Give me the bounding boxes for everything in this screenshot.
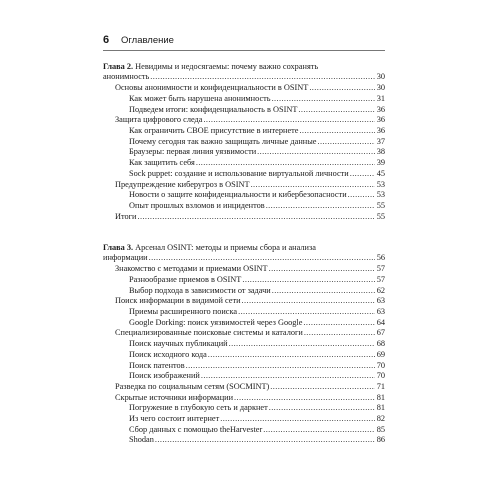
entry-title: Сбор данных с помощью theHarvester [129, 424, 263, 434]
entry-title: Разнообразие приемов в OSINT [129, 274, 242, 284]
chapter-title-line1: Невидимы и недосягаемы: почему важно сохранять [133, 62, 319, 71]
leader-dots [270, 382, 374, 392]
entry-page: 67 [376, 328, 385, 338]
leader-dots [263, 425, 374, 435]
leader-dots [208, 350, 375, 360]
leader-dots [299, 126, 374, 136]
toc-section [115, 180, 385, 190]
entry-page: 39 [376, 158, 385, 168]
leader-dots [304, 328, 375, 338]
toc-subsection [129, 350, 385, 360]
chapter-title-row [103, 72, 385, 82]
leader-dots [266, 201, 375, 211]
entry-page: 37 [376, 136, 385, 146]
leader-dots [155, 435, 375, 445]
toc-subsection [129, 94, 385, 104]
toc-section [115, 264, 385, 274]
entry-title: Поиск изображений [129, 371, 200, 381]
entry-title: Скрытые источники информации [115, 392, 234, 402]
leader-dots [238, 307, 375, 317]
entry-title: Выбор подхода в зависимости от задачи [129, 285, 271, 295]
entry-page: 45 [376, 168, 385, 178]
entry-title: Специализированные поисковые системы и каталоги [115, 328, 303, 338]
entry-page: 68 [376, 339, 385, 349]
toc-subsection [129, 169, 385, 179]
entry-page: 71 [376, 381, 385, 391]
entry-page: 53 [376, 190, 385, 200]
entry-page: 64 [376, 317, 385, 327]
toc-subsection [129, 435, 385, 445]
page-number: 6 [103, 34, 110, 46]
toc-subsection [129, 403, 385, 413]
entry-title: Основы анонимности и конфиденциальности в OSINT [115, 83, 309, 93]
entry-title: Защита цифрового следа [115, 115, 203, 125]
leader-dots [186, 361, 375, 371]
entry-title: Подведем итоги: конфиденциальность в OSINT [129, 104, 298, 114]
entry-title: Итоги [115, 211, 137, 221]
entry-page: 81 [376, 403, 385, 413]
toc-section [115, 83, 385, 93]
entry-page: 62 [376, 285, 385, 295]
entry-title: Поиск исходного кода [129, 349, 207, 359]
entry-title: Опыт прошлых взломов и инцидентов [129, 200, 265, 210]
toc-subsection [129, 275, 385, 285]
leader-dots [303, 318, 374, 328]
entry-page: 86 [376, 435, 385, 445]
entry-page: 82 [376, 414, 385, 423]
entry-title: Приемы расширенного поиска [129, 307, 238, 316]
entry-page: 55 [376, 211, 385, 221]
toc-section [115, 382, 385, 392]
toc-subsection [129, 414, 385, 424]
chapter-title-line2: информации [103, 252, 148, 262]
leader-dots [269, 264, 375, 274]
chapter-title-line2: анонимность [103, 71, 150, 81]
entry-title: Из чего состоит интернет [129, 414, 220, 423]
entry-title: Предупреждение киберугроз в OSINT [115, 179, 250, 189]
toc-subsection [129, 201, 385, 211]
leader-dots [234, 393, 375, 403]
chapter-label: Глава 3. [103, 243, 134, 252]
leader-dots [251, 180, 375, 190]
chapter-title-row [103, 253, 385, 263]
toc-subsection [129, 158, 385, 168]
entry-title: Браузеры: первая линия уязвимости [129, 147, 257, 157]
entry-page: 57 [376, 274, 385, 284]
entry-page: 30 [376, 83, 385, 93]
leader-dots [298, 105, 374, 115]
entry-page: 36 [376, 115, 385, 125]
toc-section [115, 393, 385, 403]
chapter-page: 30 [376, 71, 385, 81]
chapter-label: Глава 2. [103, 62, 134, 71]
entry-page: 69 [376, 349, 385, 359]
entry-page: 57 [376, 264, 385, 274]
toc-section [115, 328, 385, 338]
toc-subsection [129, 190, 385, 200]
entry-title: Почему сегодня так важно защищать личные данные [129, 136, 317, 146]
toc-subsection [129, 339, 385, 349]
leader-dots [229, 339, 375, 349]
page-header [103, 34, 385, 46]
entry-title: Поиск информации в видимой сети [115, 296, 241, 306]
entry-title: Sock puppet: создание и использование виртуальной личности [129, 168, 349, 178]
entry-title: Новости о защите конфиденциальности и кибербезопасности [129, 190, 347, 200]
entry-title: Как защитить себя [129, 158, 195, 168]
leader-dots [201, 371, 375, 381]
toc-subsection [129, 318, 385, 328]
header-rule [103, 50, 385, 51]
entry-page: 85 [376, 424, 385, 434]
entry-title: Как может быть нарушена анонимность [129, 93, 271, 103]
toc-subsection [129, 371, 385, 381]
entry-page: 38 [376, 147, 385, 157]
entry-page: 81 [376, 392, 385, 402]
toc-subsection [129, 425, 385, 435]
entry-title: Знакомство с методами и приемами OSINT [115, 264, 268, 274]
entry-page: 63 [376, 296, 385, 306]
leader-dots [220, 414, 374, 424]
entry-page: 70 [376, 360, 385, 370]
header-title: Оглавление [121, 35, 174, 46]
leader-dots [242, 275, 374, 285]
toc-subsection [129, 137, 385, 147]
entry-title: Как ограничить СВОЕ присутствие в интернете [129, 126, 299, 135]
leader-dots [150, 72, 374, 82]
entry-title: Поиск научных публикаций [129, 339, 228, 349]
leader-dots [257, 147, 375, 157]
leader-dots [272, 286, 375, 296]
chapter-title [103, 62, 318, 72]
chapter-page: 56 [376, 252, 385, 262]
leader-dots [269, 403, 375, 413]
entry-title: Погружение в глубокую сеть и даркнет [129, 403, 268, 413]
leader-dots [317, 137, 374, 147]
leader-dots [348, 190, 375, 200]
toc-subsection [129, 361, 385, 371]
entry-page: 70 [376, 371, 385, 381]
entry-title: Shodan [129, 435, 154, 445]
leader-dots [138, 212, 375, 222]
entry-page: 63 [376, 307, 385, 316]
leader-dots [203, 115, 374, 125]
entry-page: 36 [376, 104, 385, 114]
chapter-title [103, 243, 316, 253]
toc-subsection [129, 307, 385, 317]
leader-dots [309, 83, 374, 93]
entry-page: 36 [376, 126, 385, 135]
toc-section [115, 296, 385, 306]
toc-subsection [129, 286, 385, 296]
toc-subsection [129, 147, 385, 157]
entry-page: 53 [376, 179, 385, 189]
toc-section [115, 212, 385, 222]
leader-dots [242, 296, 375, 306]
leader-dots [149, 253, 375, 263]
leader-dots [196, 158, 375, 168]
entry-title: Google Dorking: поиск уязвимостей через Google [129, 317, 303, 327]
toc-subsection [129, 126, 385, 136]
toc-section [115, 115, 385, 125]
leader-dots [350, 169, 375, 179]
chapter-title-line1: Арсенал OSINT: методы и приемы сбора и анализа [133, 243, 316, 252]
toc-subsection [129, 105, 385, 115]
leader-dots [272, 94, 375, 104]
entry-page: 55 [376, 200, 385, 210]
entry-page: 31 [376, 93, 385, 103]
entry-title: Поиск патентов [129, 360, 185, 370]
entry-title: Разведка по социальным сетям (SOCMINT) [115, 381, 270, 391]
